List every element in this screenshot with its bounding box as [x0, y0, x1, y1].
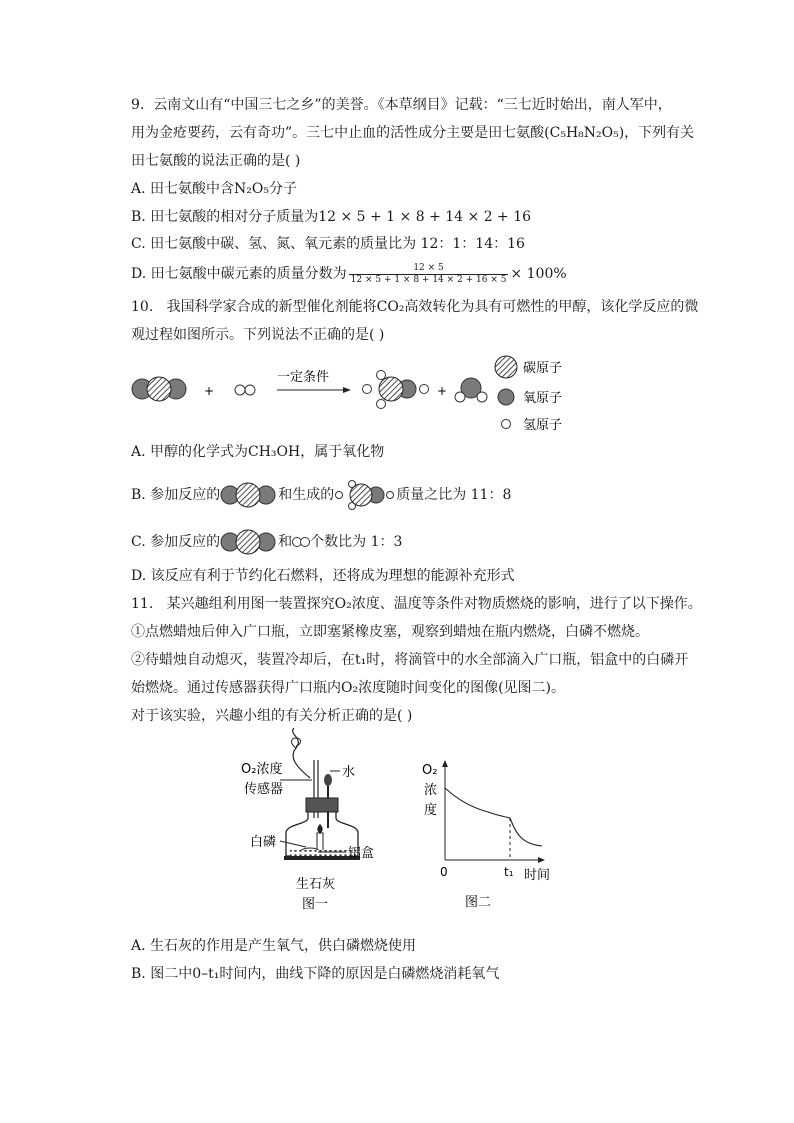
q11-number: 11. — [131, 596, 154, 612]
flame-icon — [317, 824, 322, 833]
label-quicklime: 生石灰 — [296, 877, 336, 892]
q10-stem-line1 — [131, 297, 698, 317]
q9-option-d — [131, 259, 567, 289]
q9-option-c: C. 田七氨酸中碳、氢、氮、氧元素的质量比为 12：1：14：16 — [131, 236, 525, 252]
co2-inline-icon — [220, 482, 278, 508]
q10-option-c-mid: 和 — [278, 534, 293, 550]
q9-stem-text1: 云南文山有“中国三七之乡”的美誉。《本草纲目》记载：“三七近时始出，南人军中， — [153, 97, 672, 113]
candle-icon — [317, 833, 323, 851]
figure-one-apparatus — [238, 728, 408, 913]
q10-number: 10. — [131, 299, 154, 315]
q11-step1: ①点燃蜡烛后伸入广口瓶，立即塞紧橡皮塞，观察到蜡烛在瓶内燃烧，白磷不燃烧。 — [131, 624, 649, 640]
label-white-phosphorus: 白磷 — [250, 835, 277, 850]
wire-coil-icon — [292, 738, 301, 748]
plus-sign-1: + — [204, 384, 215, 398]
reaction-diagram — [125, 352, 585, 442]
q11-stem-text1: 某兴趣组利用图一装置探究O₂浓度、温度等条件对物质燃烧的影响，进行了以下操作。 — [166, 596, 702, 612]
q9-option-b: B. 田七氨酸的相对分子质量为12 × 5 + 1 × 8 + 14 × 2 + 16 — [131, 209, 532, 225]
label-o2-sensor-1: O₂浓度 — [241, 762, 283, 777]
co2-inline-icon-2 — [220, 529, 278, 555]
q9-stem-line1 — [131, 95, 672, 115]
methanol-molecule-icon — [363, 371, 429, 409]
q10-option-c-suffix: 个数比为 1：3 — [310, 534, 403, 550]
q9-stem-line3: 田七氨酸的说法正确的是( ) — [131, 153, 301, 169]
figure-two-graph — [418, 752, 568, 912]
q10-stem-text1: 我国科学家合成的新型催化剂能将CO₂高效转化为具有可燃性的甲醇，该化学反应的微 — [166, 299, 699, 315]
legend-hydrogen-icon — [502, 420, 511, 429]
sensor-wire-icon — [293, 728, 310, 778]
x-axis-arrow-icon — [538, 857, 545, 863]
q9-option-a: A. 田七氨酸中含N₂O₅分子 — [131, 181, 297, 197]
h2-molecule-icon — [235, 385, 255, 395]
figure-two-caption: 图二 — [465, 895, 492, 910]
q11-option-a: A. 生石灰的作用是产生氧气，供白磷燃烧使用 — [131, 938, 417, 954]
q9-option-d-suffix: × 100% — [510, 266, 567, 282]
q11-question: 对于该实验，兴趣小组的有关分析正确的是( ) — [131, 708, 413, 724]
q11-step2-line1: ②待蜡烛自动熄灭，装置冷却后，在t₁时，将滴管中的水全部滴入广口瓶，铝盒中的白磷开 — [131, 652, 689, 668]
label-water: 水 — [342, 765, 356, 780]
q10-option-b-prefix: B. 参加反应的 — [131, 487, 221, 503]
q9-option-d-prefix: D. 田七氨酸中碳元素的质量分数为 — [131, 266, 347, 282]
q11-stem-line1 — [131, 594, 702, 614]
mass-fraction — [349, 263, 509, 286]
figure-one-caption: 图一 — [302, 897, 329, 912]
quicklime-layer-icon — [290, 850, 356, 856]
q9-number: 9. — [131, 97, 145, 113]
graph-ylabel-o2: O₂ — [422, 763, 438, 778]
q10-option-b — [131, 480, 511, 510]
legend-oxygen-label: 氧原子 — [523, 391, 563, 406]
graph-xlabel: 时间 — [524, 868, 551, 883]
legend-oxygen-icon — [498, 389, 514, 405]
label-aluminum-box: 铝盒 — [348, 846, 375, 861]
legend-carbon-icon — [495, 356, 517, 378]
reaction-condition: 一定条件 — [277, 370, 330, 385]
q11-option-b: B. 图二中0–t₁时间内，曲线下降的原因是白磷燃烧消耗氧气 — [131, 966, 500, 982]
q10-option-a: A. 甲醇的化学式为CH₃OH，属于氧化物 — [131, 444, 385, 460]
legend-hydrogen-label: 氢原子 — [523, 418, 563, 433]
legend-carbon-label: 碳原子 — [523, 361, 563, 376]
fraction-denominator: 12 × 5 + 1 × 8 + 14 × 2 + 16 × 5 — [350, 274, 507, 285]
co2-molecule-icon — [132, 377, 186, 401]
plus-sign-2: + — [437, 384, 448, 398]
o2-concentration-curve — [445, 788, 542, 846]
label-o2-sensor-2: 传感器 — [244, 782, 284, 797]
q10-option-c — [131, 528, 402, 556]
fraction-numerator: 12 × 5 — [413, 262, 444, 273]
q10-stem-line2: 观过程如图所示。下列说法不正确的是( ) — [131, 327, 385, 343]
q10-option-c-prefix: C. 参加反应的 — [131, 534, 221, 550]
stopper-icon — [306, 798, 338, 812]
q10-option-b-suffix: 质量之比为 11：8 — [396, 487, 512, 503]
q10-option-b-mid: 和生成的 — [278, 487, 335, 503]
q11-step2-line2: 始燃烧。通过传感器获得广口瓶内O₂浓度随时间变化的图像(见图二)。 — [131, 680, 566, 696]
methanol-inline-icon — [334, 480, 396, 510]
graph-t1-label: t₁ — [504, 865, 514, 879]
q10-option-d: D. 该反应有利于节约化石燃料，还将成为理想的能源补充形式 — [131, 568, 515, 584]
q9-stem-line2: 用为金疮要药，云有奇功”。三七中止血的活性成分主要是田七氨酸(C₅H₈N₂O₅)，下列有关 — [131, 125, 695, 141]
phosphorus-leader — [280, 841, 306, 847]
arrow-head-icon — [343, 387, 351, 393]
water-molecule-icon — [455, 378, 487, 402]
graph-ylabel-char2: 度 — [424, 803, 438, 818]
y-axis-arrow-icon — [442, 760, 448, 767]
graph-origin-label: 0 — [440, 865, 448, 879]
dropper-bulb-icon — [324, 774, 332, 786]
h2-inline-icon — [292, 536, 310, 548]
graph-ylabel-char1: 浓 — [424, 783, 438, 798]
